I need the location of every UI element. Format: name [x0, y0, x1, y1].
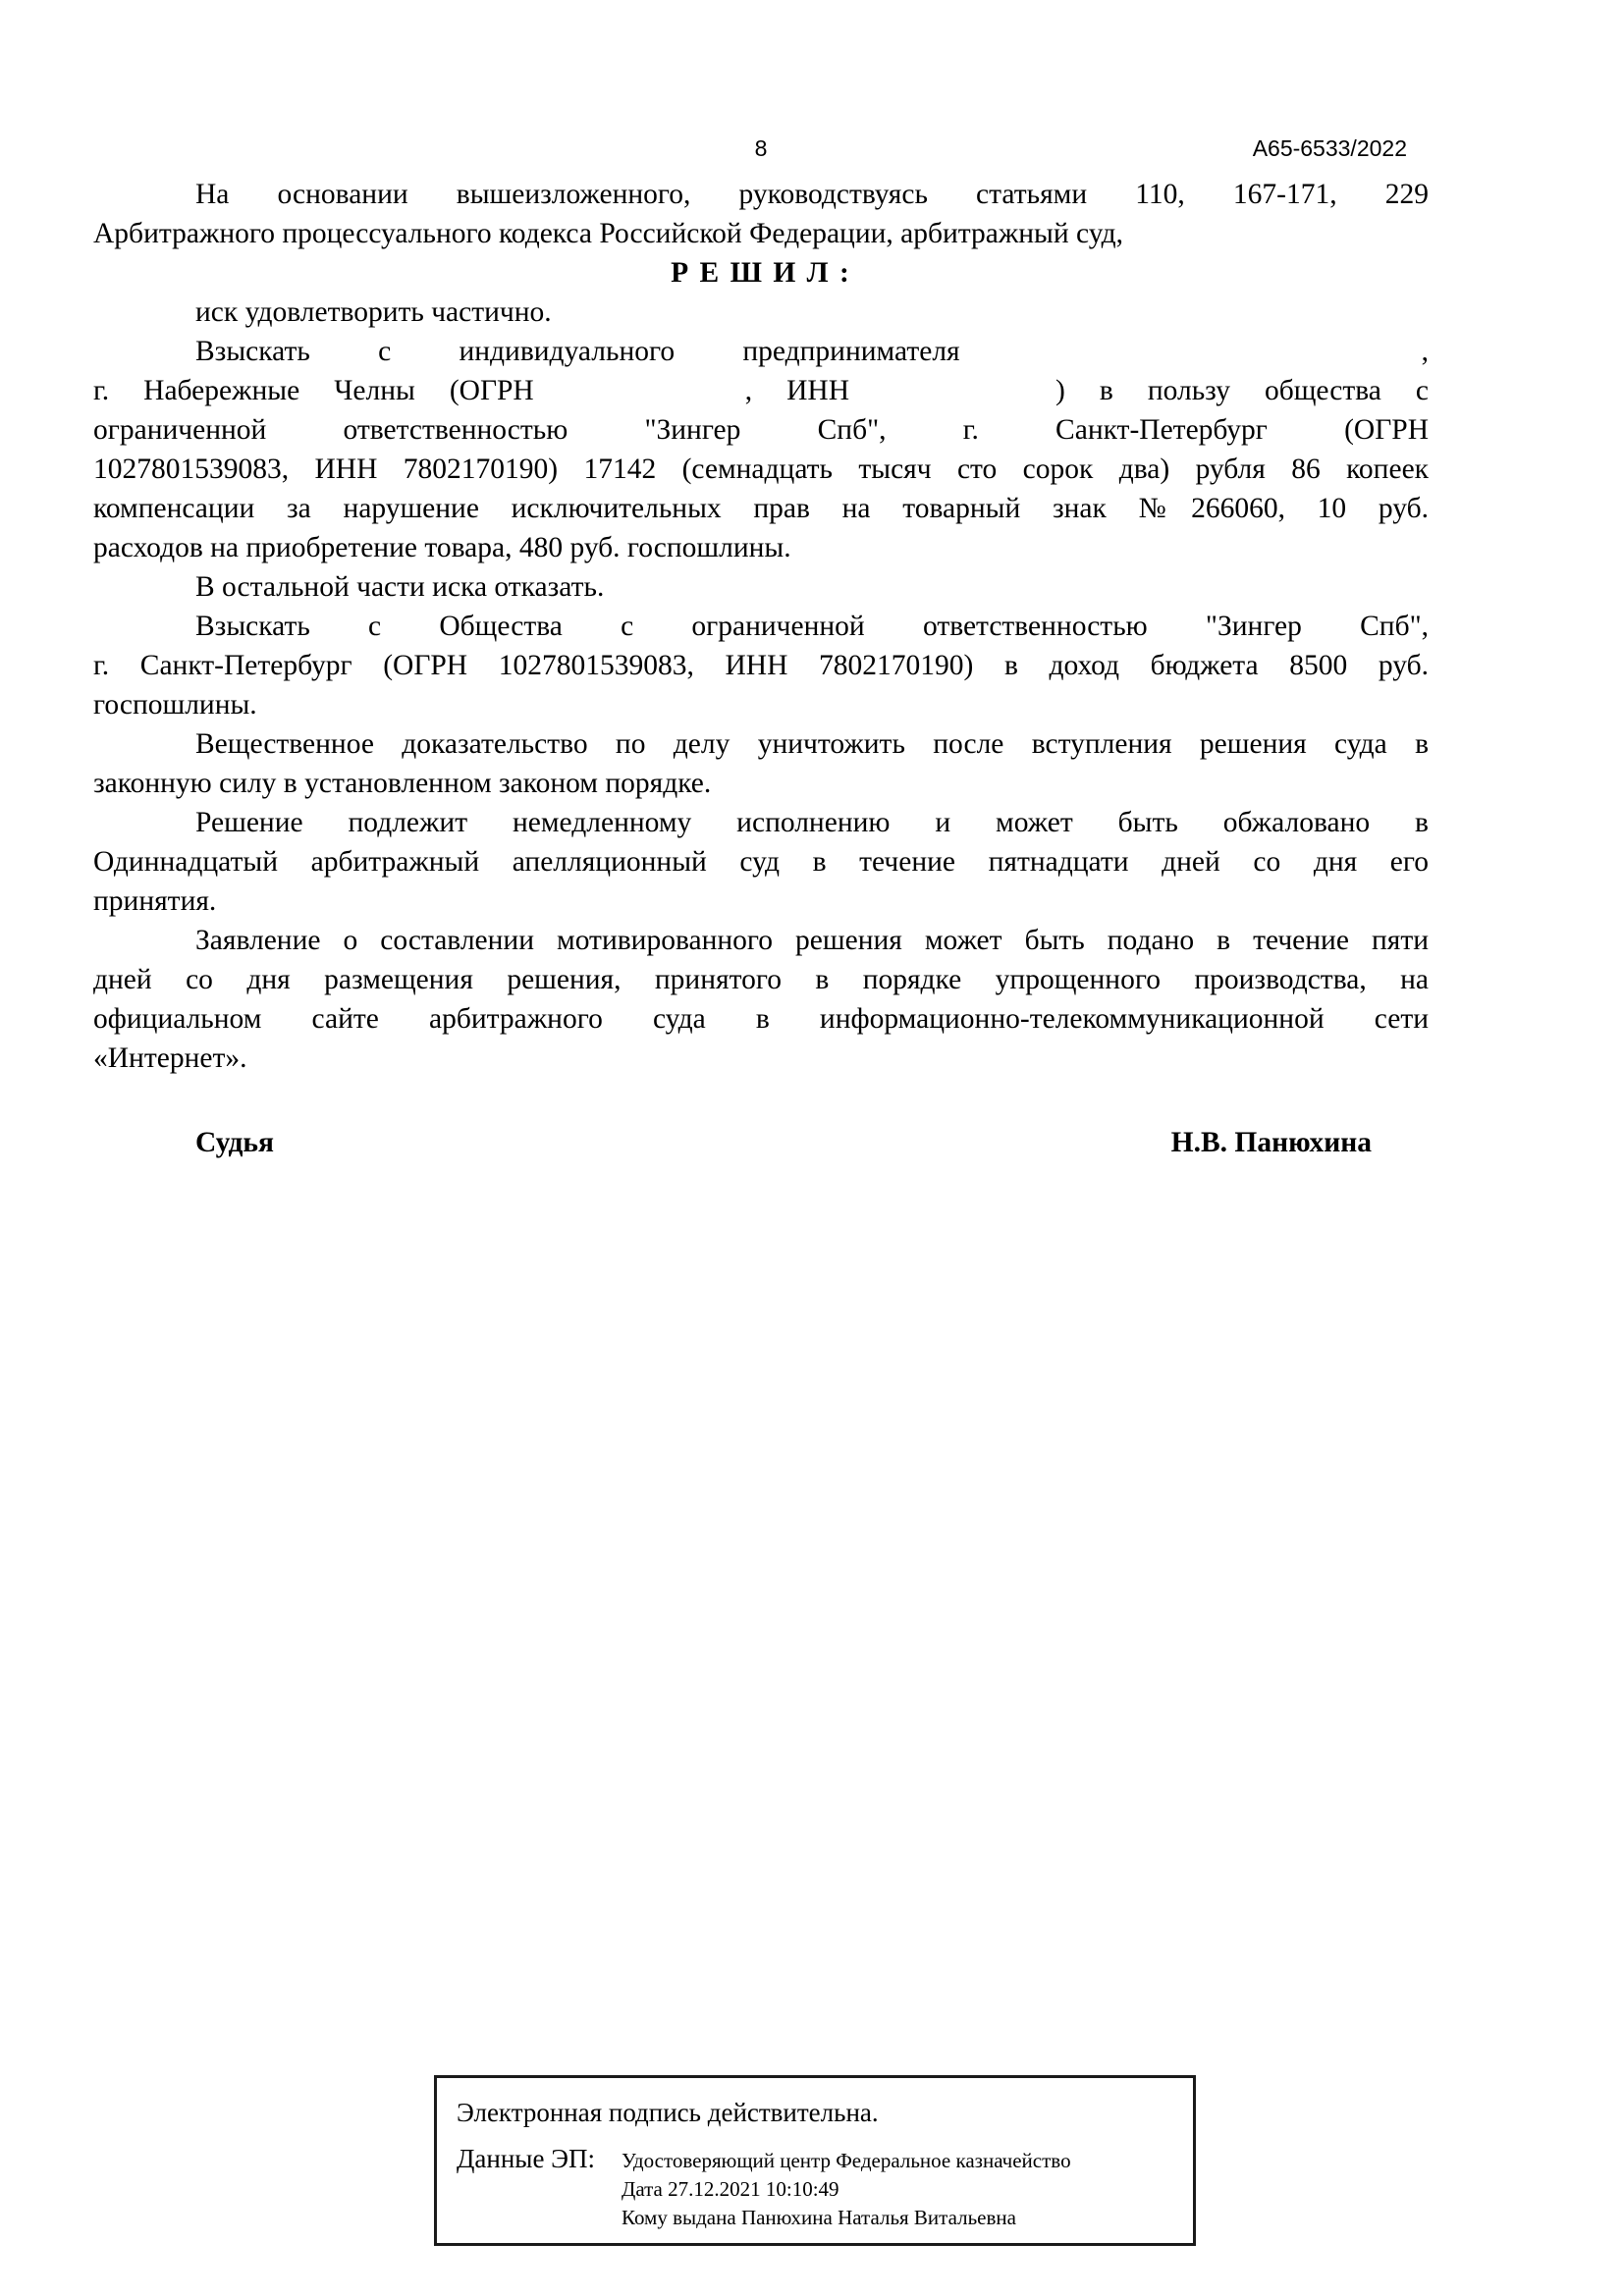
document-body	[93, 175, 1429, 1162]
document-line	[93, 175, 1429, 214]
document-line	[93, 764, 1429, 803]
esignature-details	[622, 2142, 1071, 2232]
document-text: расходов на приобретение товара, 480 руб. госпошлины.	[93, 532, 791, 563]
document-line	[93, 489, 1429, 528]
decision-heading	[93, 253, 1429, 293]
esignature-detail-line: Кому выдана Панюхина Наталья Витальевна	[622, 2206, 1016, 2229]
document-text: законную силу в установленном законом порядке.	[93, 768, 712, 799]
document-line	[93, 685, 1429, 724]
redaction-gap	[960, 358, 1422, 360]
document-line	[93, 960, 1429, 999]
document-line	[93, 371, 1429, 410]
esignature-detail-line: Дата 27.12.2021 10:10:49	[622, 2177, 839, 2201]
document-line	[93, 332, 1429, 371]
document-text: Р Е Ш И Л :	[671, 257, 851, 289]
document-line	[93, 999, 1429, 1039]
document-text: В остальной части иска отказать.	[195, 571, 605, 603]
esignature-stamp	[434, 2075, 1196, 2246]
document-text: Вещественное доказательство по делу уничтожить после вступления решения суда в	[195, 728, 1429, 760]
document-text: «Интернет».	[93, 1042, 247, 1074]
document-line	[93, 450, 1429, 489]
document-text: Взыскать с Общества с ограниченной ответственностью "Зингер Спб",	[195, 611, 1429, 642]
document-text: ) в пользу общества с	[1055, 375, 1429, 406]
document-line	[93, 881, 1429, 921]
document-line	[93, 842, 1429, 881]
document-line	[93, 724, 1429, 764]
document-text: г. Санкт-Петербург (ОГРН 1027801539083, ИНН 7802170190) в доход бюджета 8500 руб.	[93, 650, 1429, 681]
document-line	[93, 567, 1429, 607]
case-number: А65-6533/2022	[1252, 135, 1407, 161]
document-text: ограниченной ответственностью "Зингер Спб", г. Санкт-Петербург (ОГРН	[93, 414, 1429, 446]
document-text: Заявление о составлении мотивированного решения может быть подано в течение пяти	[195, 925, 1429, 956]
document-text: Арбитражного процессуального кодекса Российской Федерации, арбитражный суд,	[93, 218, 1124, 249]
document-text: дней со дня размещения решения, принятого в порядке упрощенного производства, на	[93, 964, 1429, 995]
esignature-data-label: Данные ЭП:	[457, 2144, 595, 2173]
document-text: , ИНН	[744, 375, 850, 406]
document-line	[93, 803, 1429, 842]
esignature-data-row	[457, 2142, 1175, 2232]
esignature-status: Электронная подпись действительна.	[457, 2098, 879, 2127]
document-text: г. Набережные Челны (ОГРН	[93, 375, 534, 406]
judge-label: Судья	[195, 1127, 274, 1158]
page-number: 8	[754, 135, 768, 161]
document-text: На основании вышеизложенного, руководствуясь статьями 110, 167-171, 229	[195, 179, 1429, 210]
document-text: иск удовлетворить частично.	[195, 296, 552, 328]
document-text: госпошлины.	[93, 689, 257, 721]
document-line	[93, 293, 1429, 332]
signature-row	[93, 1123, 1429, 1162]
document-line	[93, 921, 1429, 960]
document-line	[93, 646, 1429, 685]
judge-name: Н.В. Панюхина	[1170, 1127, 1372, 1158]
document-line	[93, 214, 1429, 253]
document-text: ,	[1421, 336, 1429, 367]
document-text: 1027801539083, ИНН 7802170190) 17142 (семнадцать тысяч сто сорок два) рубля 86 копеек	[93, 454, 1429, 485]
document-line	[93, 528, 1429, 567]
page-header	[93, 133, 1429, 167]
document-line	[93, 410, 1429, 450]
redaction-gap	[534, 398, 745, 400]
document-text: официальном сайте арбитражного суда в информационно-телекоммуникационной сети	[93, 1003, 1429, 1035]
document-text: Решение подлежит немедленному исполнению и может быть обжаловано в	[195, 807, 1429, 838]
document-line	[93, 607, 1429, 646]
document-text: Одиннадцатый арбитражный апелляционный суд в течение пятнадцати дней со дня его	[93, 846, 1429, 878]
redaction-gap	[849, 398, 1055, 400]
document-text: Взыскать с индивидуального предпринимателя	[195, 336, 960, 367]
document-text: принятия.	[93, 885, 217, 917]
esignature-detail-line: Удостоверяющий центр Федеральное казначейство	[622, 2149, 1071, 2172]
document-line	[93, 1039, 1429, 1078]
document-text: компенсации за нарушение исключительных прав на товарный знак №266060, 10 руб.	[93, 493, 1429, 524]
